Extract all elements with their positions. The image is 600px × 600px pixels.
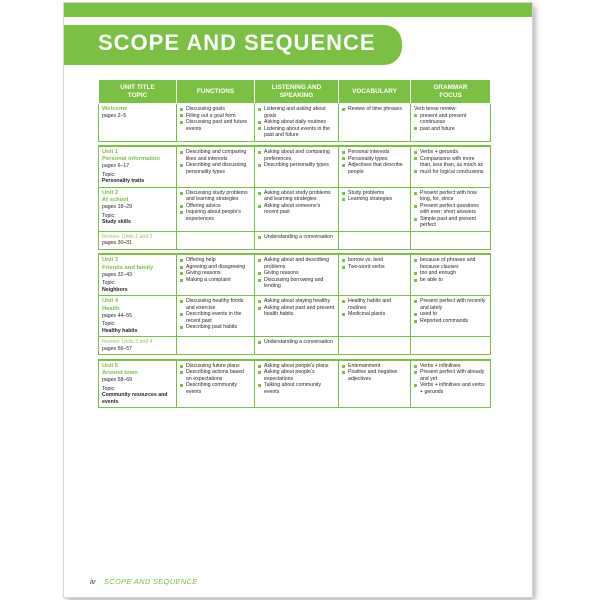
functions-cell: [177, 231, 255, 249]
grammar-cell: [411, 187, 491, 231]
bullet-list: [414, 298, 487, 324]
topic-label: Topic:: [102, 212, 116, 219]
bullet-item: Reported commands: [414, 318, 487, 325]
bullet-item: Filling out a goal form: [180, 113, 251, 120]
review-title: Review: Units 3 and 4: [102, 339, 153, 346]
bullet-item: Study problems: [342, 190, 407, 197]
bullet-item: Discussing future plans: [180, 363, 251, 370]
bullet-item: Positive and negative adjectives: [342, 369, 407, 382]
bullet-item: Comparisons with more than, less than, as much as: [414, 156, 487, 169]
bullet-item: Present perfect with recently and lately: [414, 298, 487, 311]
bullet-item: Talking about community events: [258, 382, 335, 395]
bullet-item: Asking about staying healthy: [258, 298, 335, 305]
topic-label: Topic:: [102, 385, 116, 392]
bullet-item: Personal interests: [342, 149, 407, 156]
vocabulary-cell: [339, 231, 411, 249]
top-accent-strip: [64, 3, 532, 17]
bullet-item: Asking about past and present health habits: [258, 305, 335, 318]
bullet-item: Describing actions based on expectations: [180, 369, 251, 382]
review-row: [99, 231, 491, 249]
bullet-list: [414, 363, 487, 396]
bullet-item: Giving reasons: [180, 270, 251, 277]
bullet-item: Adjectives that describe people: [342, 162, 407, 175]
bullet-list: [414, 149, 487, 175]
listening-cell: [255, 360, 339, 408]
header-unit-title: [99, 80, 177, 104]
listening-cell: [255, 104, 339, 142]
vocabulary-cell: [339, 187, 411, 231]
page-range: pages 6–17: [102, 163, 130, 170]
unit-cell: [99, 104, 177, 142]
page-range: pages 30–31: [102, 240, 133, 247]
page-range: pages 18–29: [102, 204, 133, 211]
bullet-list: [342, 149, 407, 175]
bullet-list: [180, 149, 251, 175]
unit-cell: [99, 296, 177, 337]
unit-title: Welcome: [102, 106, 128, 112]
listening-cell: [255, 187, 339, 231]
bullet-item: Discussing healthy foods and exercise: [180, 298, 251, 311]
bullet-item: Describing and comparing likes and interests: [180, 149, 251, 162]
bullet-list: [180, 257, 251, 283]
bullet-item: Verbs + infinitives and verbs + gerunds: [414, 382, 487, 395]
unit-row: [99, 360, 491, 408]
bullet-item: Present perfect with how long, for, since: [414, 190, 487, 203]
grammar-cell: [411, 104, 491, 142]
unit-cell: [99, 254, 177, 295]
bullet-item: Entertainment: [342, 363, 407, 370]
bullet-item: Understanding a conversation: [258, 339, 335, 346]
bullet-item: Asking about people's plans: [258, 363, 335, 370]
listening-cell: [255, 296, 339, 337]
bullet-item: Describing events in the recent past: [180, 311, 251, 324]
bullet-list: [258, 234, 335, 241]
header-label: GRAMMAR FOCUS: [433, 84, 468, 99]
listening-cell: [255, 337, 339, 355]
unit-title: Unit 1 Personal information: [102, 149, 160, 163]
topic-label: Topic:: [102, 280, 116, 287]
page-range: pages 58–69: [102, 377, 133, 384]
vocabulary-cell: [339, 104, 411, 142]
vocabulary-cell: [339, 337, 411, 355]
header-label: LISTENING AND SPEAKING: [271, 84, 322, 99]
bullet-item: used to: [414, 311, 487, 318]
bullet-list: [180, 190, 251, 223]
bullet-item: Describing personality types: [258, 162, 335, 169]
unit-title: Unit 4 Health: [102, 298, 120, 312]
topic-label: Topic:: [102, 171, 116, 178]
bullet-item: Learning strategies: [342, 196, 407, 203]
bullet-item: Describing and discussing personality types: [180, 162, 251, 175]
bullet-list: [414, 257, 487, 283]
bullet-item: because of phrases and because clauses: [414, 257, 487, 270]
table-body: [99, 104, 491, 408]
grammar-cell: [411, 146, 491, 187]
unit-title: Unit 3 Friends and family: [102, 257, 154, 271]
bullet-item: present and present continuous: [414, 113, 487, 126]
vocabulary-cell: [339, 254, 411, 295]
bullet-item: Inquiring about people's experiences: [180, 209, 251, 222]
bullet-item: Two-word verbs: [342, 264, 407, 271]
bullet-item: Listening about events in the past and future: [258, 126, 335, 139]
bullet-list: [258, 339, 335, 346]
bullet-list: [342, 363, 407, 383]
bullet-item: Asking about and comparing preferences: [258, 149, 335, 162]
functions-cell: [177, 104, 255, 142]
grammar-cell: [411, 231, 491, 249]
header-label: UNIT TITLE TOPIC: [120, 84, 155, 99]
unit-cell: [99, 360, 177, 408]
page-range: pages 2–5: [102, 113, 127, 120]
bullet-list: [258, 363, 335, 396]
bullet-item: Describing past habits: [180, 324, 251, 331]
functions-cell: [177, 187, 255, 231]
bullet-item: Present perfect questions with ever; short answers: [414, 203, 487, 216]
page-number: iv: [90, 577, 96, 586]
bullet-item: Verbs + infinitives: [414, 363, 487, 370]
unit-row: [99, 187, 491, 231]
grammar-cell: [411, 360, 491, 408]
page-range: pages 44–55: [102, 312, 133, 319]
bullet-item: Asking about people's expectations: [258, 369, 335, 382]
functions-cell: [177, 296, 255, 337]
bullet-list: [258, 298, 335, 318]
bullet-list: [342, 190, 407, 203]
grammar-cell: [411, 254, 491, 295]
bullet-item: must for logical conclusions: [414, 169, 487, 176]
topic-name: Community resources and events: [102, 392, 168, 405]
bullet-item: Making a complaint: [180, 277, 251, 284]
header-listening: [255, 80, 339, 104]
bullet-item: be able to: [414, 277, 487, 284]
bullet-item: Healthy habits and routines: [342, 298, 407, 311]
scope-sequence-table: [98, 79, 491, 408]
unit-row: [99, 254, 491, 295]
unit-cell: [99, 231, 177, 249]
grammar-intro: Verb tense review:: [414, 106, 457, 112]
topic-name: Healthy habits: [102, 327, 138, 334]
header-functions: [177, 80, 255, 104]
bullet-item: Offering help: [180, 257, 251, 264]
bullet-item: Simple past and present perfect: [414, 216, 487, 229]
bullet-item: Discussing borrowing and lending: [258, 277, 335, 290]
bullet-list: [258, 190, 335, 216]
bullet-item: Asking about daily routines: [258, 119, 335, 126]
functions-cell: [177, 254, 255, 295]
listening-cell: [255, 231, 339, 249]
bullet-list: [342, 257, 407, 270]
bullet-list: [414, 113, 487, 133]
vocabulary-cell: [339, 360, 411, 408]
bullet-item: Discussing past and future events: [180, 119, 251, 132]
table-header-row: [99, 80, 491, 104]
unit-title: Unit 2 At school: [102, 189, 129, 204]
topic-name: Study skills: [102, 219, 131, 226]
functions-cell: [177, 360, 255, 408]
bullet-list: [258, 106, 335, 139]
grammar-cell: [411, 337, 491, 355]
topic-name: Personality traits: [102, 178, 145, 185]
review-row: [99, 337, 491, 355]
bullet-item: borrow vs. lend: [342, 257, 407, 264]
bullet-item: Giving reasons: [258, 270, 335, 277]
unit-cell: [99, 337, 177, 355]
unit-row: [99, 296, 491, 337]
bullet-list: [180, 106, 251, 132]
bullet-item: Listening and asking about goals: [258, 106, 335, 119]
unit-title: Unit 5 Around town: [102, 362, 138, 377]
vocabulary-cell: [339, 146, 411, 187]
functions-cell: [177, 146, 255, 187]
header-label: VOCABULARY: [352, 87, 397, 95]
bullet-list: [342, 106, 407, 113]
bullet-list: [258, 149, 335, 169]
page-title: SCOPE AND SEQUENCE: [98, 30, 376, 55]
unit-row: [99, 104, 491, 142]
bullet-item: Review of time phrases: [342, 106, 407, 113]
header-vocabulary: [339, 80, 411, 104]
bullet-list: [342, 298, 407, 318]
book-page: [64, 3, 532, 597]
bullet-item: Agreeing and disagreeing: [180, 264, 251, 271]
review-title: Review: Units 1 and 2: [102, 233, 153, 240]
bullet-list: [180, 363, 251, 396]
footer-title: SCOPE AND SEQUENCE: [104, 577, 198, 586]
grammar-cell: [411, 296, 491, 337]
bullet-item: Personality types: [342, 156, 407, 163]
bullet-item: Understanding a conversation: [258, 234, 335, 241]
vocabulary-cell: [339, 296, 411, 337]
bullet-item: Present perfect with already and yet: [414, 369, 487, 382]
header-grammar: [411, 80, 491, 104]
bullet-list: [414, 190, 487, 229]
bullet-item: Discussing goals: [180, 106, 251, 113]
bullet-list: [258, 257, 335, 290]
bullet-item: Asking about and describing problems: [258, 257, 335, 270]
page-range: pages 56–57: [102, 345, 133, 352]
page-range: pages 32–43: [102, 271, 133, 278]
unit-row: [99, 146, 491, 187]
listening-cell: [255, 146, 339, 187]
unit-cell: [99, 146, 177, 187]
bullet-item: too and enough: [414, 270, 487, 277]
bullet-list: [180, 298, 251, 331]
bullet-item: Asking about study problems and learning strategies: [258, 190, 335, 203]
bullet-item: Asking about someone's recent past: [258, 203, 335, 216]
bullet-item: Discussing study problems and learning strategies: [180, 190, 251, 203]
topic-label: Topic:: [102, 321, 116, 328]
listening-cell: [255, 254, 339, 295]
header-label: FUNCTIONS: [196, 87, 235, 95]
functions-cell: [177, 337, 255, 355]
bullet-item: Offering advice: [180, 203, 251, 210]
bullet-item: past and future: [414, 126, 487, 133]
unit-cell: [99, 187, 177, 231]
bullet-item: Verbs + gerunds: [414, 149, 487, 156]
topic-name: Neighbors: [102, 286, 128, 293]
bullet-item: Describing community events: [180, 382, 251, 395]
bullet-item: Medicinal plants: [342, 311, 407, 318]
